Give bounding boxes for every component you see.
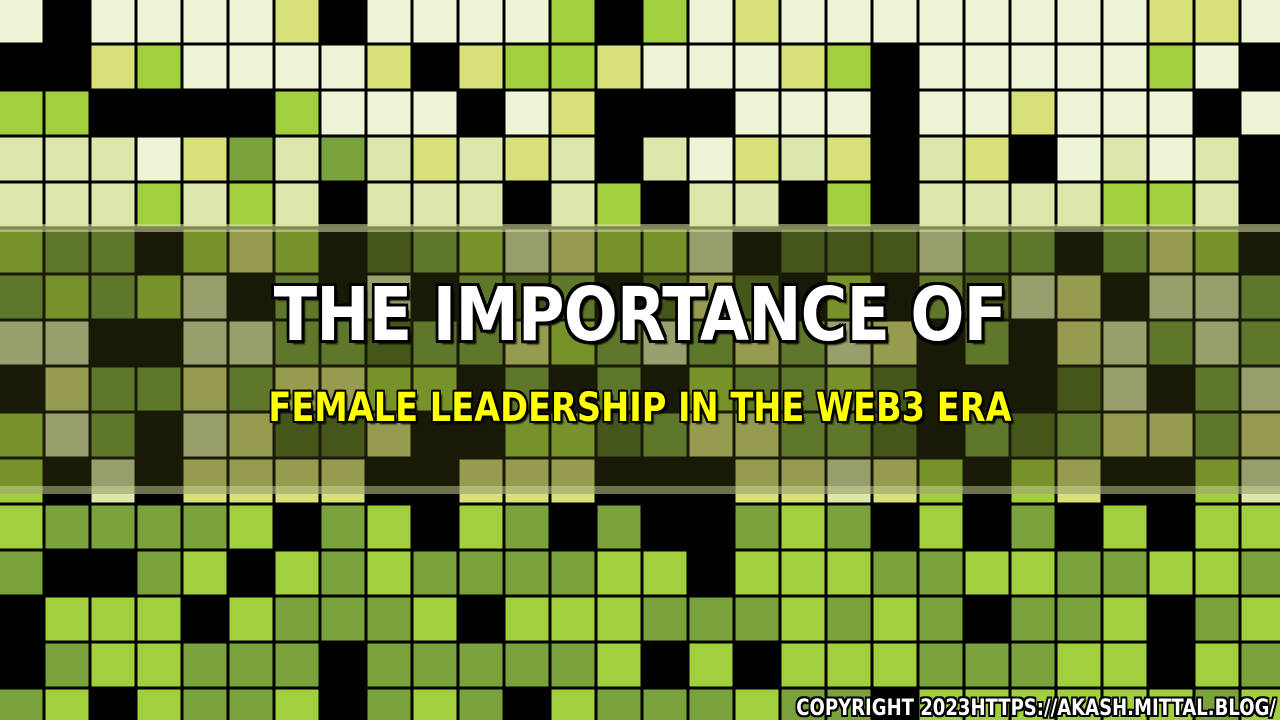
background-tile [1104,644,1147,687]
background-tile [966,92,1009,135]
background-tile [46,184,89,227]
background-tile [1012,506,1055,549]
background-tile [414,184,457,227]
background-tile [0,0,43,43]
background-tile [460,460,503,503]
background-tile [828,460,871,503]
background-tile [828,506,871,549]
background-tile [230,598,273,641]
background-tile [276,644,319,687]
background-tile [0,138,43,181]
background-tile [1242,506,1280,549]
background-tile [1242,598,1280,641]
background-tile [598,644,641,687]
background-tile [552,0,595,43]
background-tile [138,46,181,89]
background-tile [1058,460,1101,503]
background-tile [1242,414,1280,457]
background-tile [1196,644,1239,687]
background-tile [276,552,319,595]
background-tile [184,460,227,503]
background-tile [276,460,319,503]
background-tile [644,0,687,43]
background-tile [966,46,1009,89]
background-tile [598,506,641,549]
background-tile [1196,598,1239,641]
background-tile [1242,0,1280,43]
background-tile [184,184,227,227]
background-tile [46,690,89,720]
background-tile [690,644,733,687]
background-tile [276,184,319,227]
background-tile [184,552,227,595]
background-tile [506,460,549,503]
background-tile [230,230,273,273]
background-tile [92,506,135,549]
background-tile [690,690,733,720]
background-tile [184,0,227,43]
background-tile [1104,506,1147,549]
background-tile [322,598,365,641]
background-tile [690,184,733,227]
background-tile [1104,46,1147,89]
background-tile [322,552,365,595]
background-tile [874,460,917,503]
background-tile [1058,598,1101,641]
background-tile [230,184,273,227]
background-tile [0,230,43,273]
background-tile [1058,184,1101,227]
background-tile [782,506,825,549]
background-tile [0,506,43,549]
background-tile [1150,184,1193,227]
background-tile [782,92,825,135]
background-tile [1196,460,1239,503]
background-tile [1058,92,1101,135]
background-tile [506,230,549,273]
background-tile [368,598,411,641]
headline-title: THE IMPORTANCE OF [273,272,1007,358]
background-tile [506,552,549,595]
background-tile [828,552,871,595]
background-tile [322,138,365,181]
background-tile [0,414,43,457]
background-tile [460,46,503,89]
background-tile [1104,0,1147,43]
background-tile [552,138,595,181]
background-tile [736,0,779,43]
background-tile [414,92,457,135]
background-tile [1242,92,1280,135]
background-tile [552,230,595,273]
background-tile [644,552,687,595]
background-tile [460,230,503,273]
background-tile [414,644,457,687]
background-tile [506,644,549,687]
background-tile [46,230,89,273]
background-tile [966,0,1009,43]
background-tile [460,138,503,181]
background-tile [414,598,457,641]
background-tile [1012,598,1055,641]
background-tile [414,0,457,43]
background-tile [1196,230,1239,273]
background-tile [138,644,181,687]
background-tile [1058,138,1101,181]
background-tile [92,138,135,181]
background-tile [598,552,641,595]
background-tile [828,46,871,89]
background-tile [552,92,595,135]
background-tile [782,460,825,503]
background-tile [1242,368,1280,411]
background-tile [368,552,411,595]
background-tile [1242,552,1280,595]
background-tile [414,230,457,273]
background-tile [1058,552,1101,595]
background-tile [230,690,273,720]
background-tile [874,644,917,687]
background-tile [1150,552,1193,595]
background-tile [46,92,89,135]
background-tile [92,0,135,43]
background-tile [920,552,963,595]
background-tile [874,230,917,273]
background-tile [184,506,227,549]
background-tile [1058,0,1101,43]
background-tile [736,46,779,89]
background-tile [92,230,135,273]
background-tile [782,138,825,181]
background-tile [736,184,779,227]
background-tile [368,92,411,135]
background-tile [920,506,963,549]
background-tile [920,644,963,687]
background-tile [1150,230,1193,273]
background-tile [0,276,43,319]
background-tile [782,552,825,595]
background-tile [920,230,963,273]
background-tile [1104,598,1147,641]
background-tile [230,46,273,89]
background-tile [506,46,549,89]
background-tile [966,552,1009,595]
background-tile [644,230,687,273]
background-tile [184,138,227,181]
background-tile [1012,184,1055,227]
background-tile [552,184,595,227]
background-tile [598,690,641,720]
background-tile [230,138,273,181]
background-tile [1104,138,1147,181]
background-tile [552,460,595,503]
background-tile [276,92,319,135]
background-tile [1012,552,1055,595]
background-tile [1012,644,1055,687]
background-tile [322,460,365,503]
background-tile [276,598,319,641]
background-tile [1012,46,1055,89]
background-tile [138,690,181,720]
background-tile [1242,644,1280,687]
background-tile [1242,460,1280,503]
background-tile [506,598,549,641]
background-tile [138,184,181,227]
background-tile [230,506,273,549]
background-tile [1196,506,1239,549]
background-tile [552,552,595,595]
background-tile [736,460,779,503]
background-tile [598,230,641,273]
background-tile [46,368,89,411]
background-tile [46,276,89,319]
background-tile [1012,0,1055,43]
background-tile [138,552,181,595]
background-tile [782,598,825,641]
background-tile [828,230,871,273]
background-tile [506,506,549,549]
copyright-notice: COPYRIGHT 2023HTTPS://AKASH.MITTAL.BLOG/ [796,696,1276,720]
background-tile [368,184,411,227]
background-tile [0,322,43,365]
background-tile [368,138,411,181]
background-tile [184,644,227,687]
background-tile [690,46,733,89]
background-tile [966,184,1009,227]
background-tile [506,92,549,135]
background-tile [460,644,503,687]
background-tile [368,506,411,549]
background-tile [92,644,135,687]
background-tile [1242,322,1280,365]
background-tile [276,138,319,181]
background-tile [1104,92,1147,135]
background-tile [368,690,411,720]
background-tile [874,598,917,641]
background-tile [1196,368,1239,411]
background-tile [690,230,733,273]
background-tile [276,230,319,273]
background-tile [552,644,595,687]
title-band-top-edge [0,224,1280,232]
background-tile [414,690,457,720]
background-tile [506,0,549,43]
background-tile [874,552,917,595]
background-tile [736,690,779,720]
background-tile [322,506,365,549]
background-tile [1012,460,1055,503]
background-tile [322,92,365,135]
background-tile [644,598,687,641]
background-tile [230,460,273,503]
background-tile [920,598,963,641]
background-tile [138,506,181,549]
title-band-bottom-edge [0,486,1280,494]
background-tile [1196,322,1239,365]
background-tile [966,644,1009,687]
background-tile [736,506,779,549]
background-tile [1150,46,1193,89]
background-tile [92,598,135,641]
background-tile [1196,46,1239,89]
background-tile [1196,414,1239,457]
background-tile [920,0,963,43]
background-tile [46,598,89,641]
background-tile [1104,230,1147,273]
background-tile [368,644,411,687]
background-tile [598,46,641,89]
background-tile [782,644,825,687]
background-tile [644,690,687,720]
background-tile [92,460,135,503]
background-tile [276,0,319,43]
background-tile [1196,184,1239,227]
background-tile [460,552,503,595]
headline-subtitle: FEMALE LEADERSHIP IN THE WEB3 ERA [268,385,1012,431]
background-tile [966,230,1009,273]
background-tile [828,138,871,181]
background-tile [966,138,1009,181]
background-tile [920,138,963,181]
background-tile [138,0,181,43]
background-tile [736,598,779,641]
background-tile [552,690,595,720]
background-tile [920,460,963,503]
background-tile [46,138,89,181]
background-tile [460,184,503,227]
background-tile [414,138,457,181]
background-tile [276,690,319,720]
background-tile [414,552,457,595]
background-tile [1150,92,1193,135]
background-tile [46,644,89,687]
background-tile [828,644,871,687]
background-tile [782,230,825,273]
background-tile [46,414,89,457]
background-tile [138,138,181,181]
background-tile [1012,230,1055,273]
background-tile [1104,184,1147,227]
background-tile [828,0,871,43]
background-tile [0,184,43,227]
background-tile [1242,276,1280,319]
background-tile [184,46,227,89]
background-tile [184,230,227,273]
background-tile [1104,552,1147,595]
background-tile [598,184,641,227]
background-tile [920,92,963,135]
background-tile [736,92,779,135]
background-tile [0,460,43,503]
background-tile [920,184,963,227]
background-tile [184,690,227,720]
background-tile [92,46,135,89]
background-tile [690,598,733,641]
background-tile [1150,138,1193,181]
background-tile [1058,46,1101,89]
background-tile [506,138,549,181]
background-tile [782,46,825,89]
background-tile [230,644,273,687]
background-tile [460,690,503,720]
background-tile [0,92,43,135]
background-tile [138,598,181,641]
background-tile [276,46,319,89]
background-tile [828,598,871,641]
background-tile [460,506,503,549]
background-tile [1196,276,1239,319]
background-tile [644,138,687,181]
background-tile [552,598,595,641]
background-tile [368,0,411,43]
background-tile [1196,552,1239,595]
background-tile [644,46,687,89]
background-tile [782,0,825,43]
background-tile [92,184,135,227]
background-tile [230,0,273,43]
background-tile [690,0,733,43]
background-tile [552,46,595,89]
background-tile [1196,0,1239,43]
background-tile [0,552,43,595]
background-tile [368,46,411,89]
background-tile [920,46,963,89]
background-tile [0,690,43,720]
background-tile [690,138,733,181]
background-tile [736,138,779,181]
background-tile [598,598,641,641]
background-tile [874,0,917,43]
background-tile [368,230,411,273]
background-tile [1196,138,1239,181]
background-tile [828,184,871,227]
background-tile [46,506,89,549]
background-tile [46,322,89,365]
background-tile [1012,92,1055,135]
background-tile [1150,0,1193,43]
background-tile [460,0,503,43]
background-tile [828,92,871,135]
background-tile [736,552,779,595]
background-tile [1058,644,1101,687]
background-tile [322,46,365,89]
